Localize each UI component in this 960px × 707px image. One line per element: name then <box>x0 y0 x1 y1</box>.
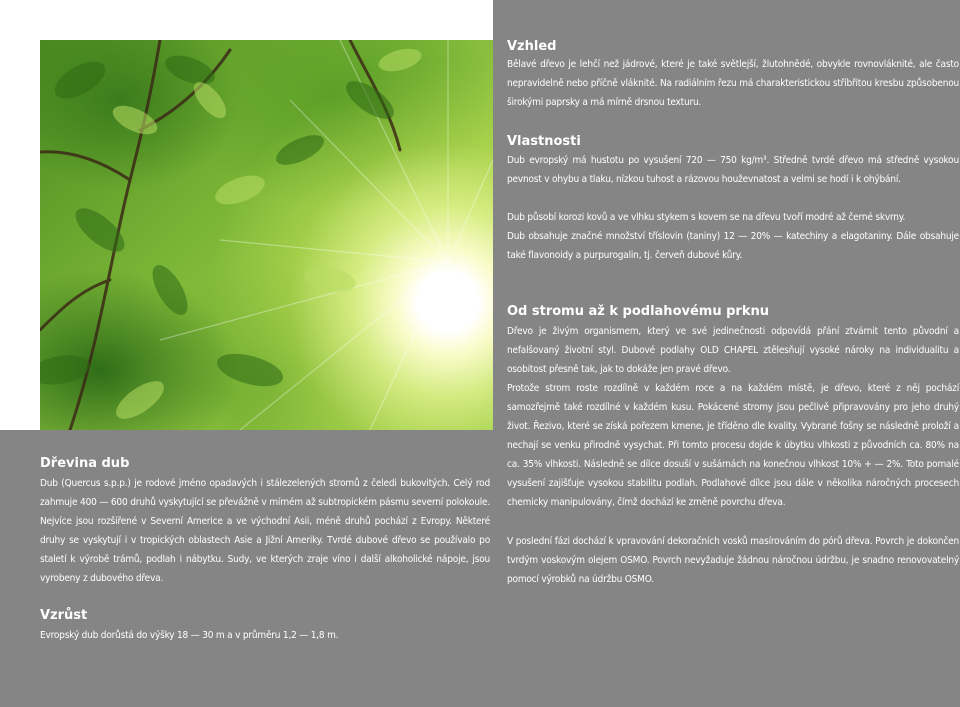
section-title-vzhled: Vzhled <box>507 39 557 54</box>
section-text-drevina: Dub (Quercus s.p.p.) je rodové jméno opadavých i stálezelených stromů z čeledi bukovitých. Celý rod zahrnuje 400 — 600 druhů vyskytující se převážně v mírném až subtropickém pásmu severní polokoule. Nejvíce jsou rozšířené v Severní Americe a ve východní Asii, méně druhů pochází z Evropy. Některé druhy se vyskytují i v tropických oblastech Asie a Jižní Ameriky. Tvrdé dubové dřevo se používalo po staletí k výrobě trámů, podlah i nábytku. Sudy, ve kterých zraje víno i další alkoholické nápoje, jsou vyrobeny z dubového dřeva. <box>40 478 490 584</box>
section-text-vlastnosti-2: Dub působí korozi kovů a ve vlhku stykem s kovem se na dřevu tvoří modré až černé skvrny. <box>507 212 906 223</box>
section-title-drevina: Dřevina dub <box>40 456 130 471</box>
leaf-branches-illustration <box>40 40 493 430</box>
section-text-vzhled: Bělavé dřevo je lehčí než jádrové, které je také světlejší, žlutohnědé, obvykle rovnovláknité, ale často nepravidelně nebo příčně vláknité. Na radiálním řezu má charakteristickou stříbřitou kresbu způsobenou širokými paprsky a má mírně drsnou texturu. <box>507 59 959 108</box>
section-text-od-stromu-2: Protože strom roste rozdílně v každém roce a na každém místě, je dřevo, které z něj pochází samozřejmě také rozdílné v každém kusu. Pokácené stromy jsou pečlivě připravovány pro jeho druhý život. Řezivo, které se získá pořezem kmene, je tříděno dle kvality. Vybrané fošny se následně proloží a nechají se venku přirodně vysychat. Při tomto procesu dojde k úbytku vlhkosti z původních ca. 80% na ca. 35% vlhkosti. Následně se dílce dosuší v sušárnách na konečnou vlhkost 10% + — 2%. Toto pomalé vysušení zajišťuje vysokou stabilitu podlah. Podlahové dílce jsou dále v několika náročných procesech chemicky manipulovány, čímž dochází ke změně povrchu dřeva. <box>507 383 959 508</box>
section-text-od-stromu-3: V poslední fázi dochází k vpravování dekoračních vosků masírováním do pórů dřeva. Povrch je dokončen tvrdým voskovým olejem OSMO. Povrch nevyžaduje žádnou náročnou údržbu, je snadno renovovatelný pomocí výrobků na údržbu OSMO. <box>507 536 959 585</box>
section-text-vzrust: Evropský dub dorůstá do výšky 18 — 30 m a v průměru 1,2 — 1,8 m. <box>40 630 339 641</box>
section-text-od-stromu-1: Dřevo je živým organismem, který ve své jedinečnosti odpovídá přání ztvárnit tento původní a nefalšovaný životní styl. Dubové podlahy OLD CHAPEL ztělesňují vysoké nároky na individualitu a osobitost přesně tak, jak to dokáže jen pravé dřevo. <box>507 326 959 375</box>
section-title-vzrust: Vzrůst <box>40 608 88 623</box>
section-title-vlastnosti: Vlastnosti <box>507 134 581 149</box>
oak-canopy-sunlight-photo <box>40 40 493 430</box>
section-text-vlastnosti-3: Dub obsahuje značné množství tříslovin (taniny) 12 — 20% — katechiny a elagotaniny. Dále obsahuje také flavonoidy a purpurogalin, tj. červeň dubové kůry. <box>507 231 959 261</box>
section-text-vlastnosti-1: Dub evropský má hustotu po vysušení 720 — 750 kg/m³. Středně tvrdé dřevo má středně vysokou pevnost v ohybu a tlaku, nízkou tuhost a rázovou houževnatost a velmi se hodí i k ohýbání. <box>507 155 959 185</box>
section-title-od-stromu: Od stromu až k podlahovému prknu <box>507 304 769 319</box>
